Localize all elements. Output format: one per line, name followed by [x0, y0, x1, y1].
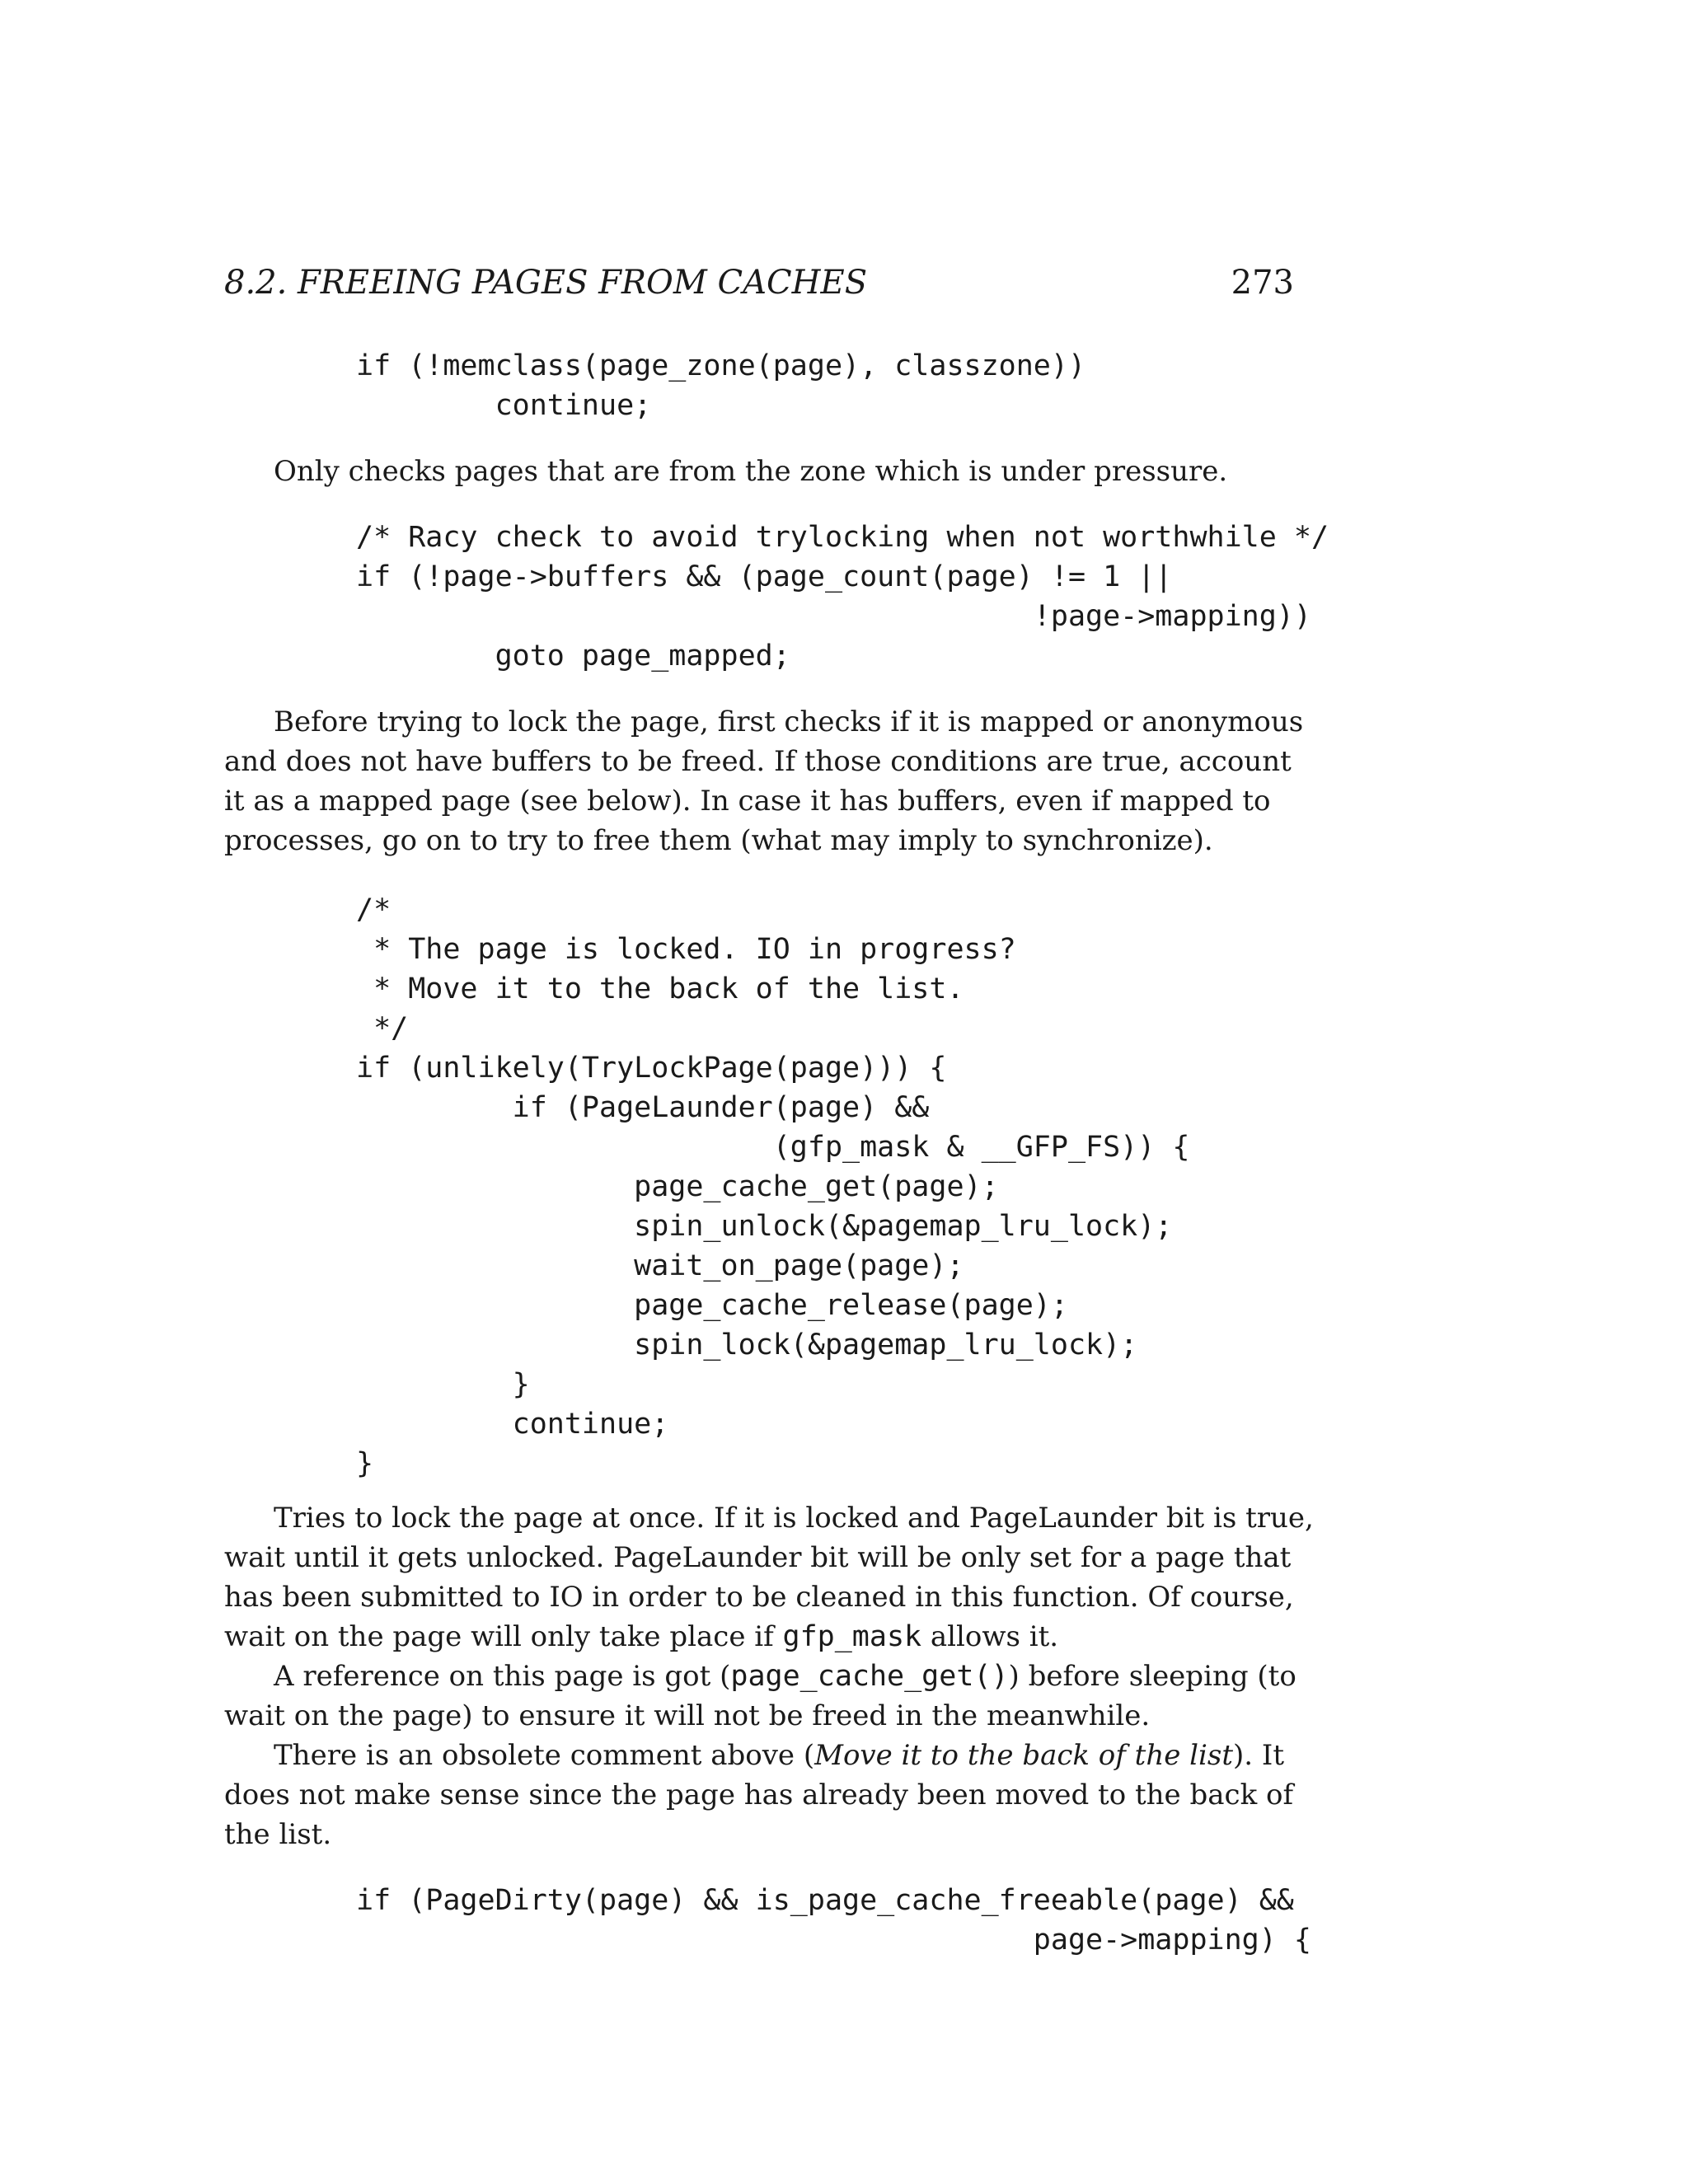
text-run: A reference on this page is got ( — [274, 1660, 731, 1693]
text-run: ). It — [1233, 1739, 1285, 1772]
code-line: /* Racy check to avoid trylocking when not worthwhile */ — [356, 521, 1329, 554]
code-line: page_cache_get(page); — [356, 1170, 999, 1203]
running-head — [224, 258, 1294, 307]
page-number: 273 — [1231, 264, 1294, 302]
code-line: continue; — [356, 389, 652, 422]
code-line: if (PageDirty(page) && is_page_cache_freeable(page) && — [356, 1884, 1294, 1917]
paragraph-line — [224, 1617, 1294, 1657]
code-line: !page->mapping)) — [356, 600, 1311, 633]
paragraph-line: the list. — [224, 1818, 332, 1851]
code-line: spin_unlock(&pagemap_lru_lock); — [356, 1210, 1173, 1243]
code-line: */ — [356, 1012, 409, 1045]
paragraph-line: wait until it gets unlocked. PageLaunder bit will be only set for a page that — [224, 1541, 1292, 1574]
paragraph-line: and does not have buffers to be freed. If those conditions are true, account — [224, 745, 1292, 778]
paragraph-line — [274, 1736, 1294, 1775]
code-line: if (!memclass(page_zone(page), classzone)) — [356, 349, 1086, 382]
paragraph-line: Before trying to lock the page, first checks if it is mapped or anonymous — [274, 705, 1304, 738]
inline-code: gfp_mask — [782, 1620, 922, 1653]
code-line: if (PageLaunder(page) && — [356, 1091, 930, 1124]
code-line: goto page_mapped; — [356, 640, 790, 673]
code-line: /* — [356, 893, 392, 926]
code-line: * The page is locked. IO in progress? — [356, 933, 1016, 966]
code-line: spin_lock(&pagemap_lru_lock); — [356, 1329, 1138, 1361]
code-line: continue; — [356, 1408, 669, 1441]
code-line: if (!page->buffers && (page_count(page) != 1 || — [356, 560, 1173, 593]
paragraph-line: wait on the page) to ensure it will not be freed in the meanwhile. — [224, 1699, 1151, 1732]
section-title: 8.2. FREEING PAGES FROM CACHES — [224, 264, 868, 302]
paragraph-line: Only checks pages that are from the zone which is under pressure. — [274, 455, 1228, 488]
code-line: * Move it to the back of the list. — [356, 972, 964, 1005]
inline-code: page_cache_get() — [730, 1660, 1009, 1693]
text-run: wait on the page will only take place if — [224, 1620, 783, 1653]
code-line: page_cache_release(page); — [356, 1289, 1068, 1322]
paragraph-line: it as a mapped page (see below). In case it has buffers, even if mapped to — [224, 785, 1271, 818]
paragraph-line: does not make sense since the page has already been moved to the back of — [224, 1779, 1294, 1811]
paragraph-line — [274, 1657, 1294, 1696]
code-line: page->mapping) { — [356, 1924, 1311, 1957]
paragraph-line: has been submitted to IO in order to be cleaned in this function. Of course, — [224, 1581, 1294, 1614]
paragraph-line: Tries to lock the page at once. If it is locked and PageLaunder bit is true, — [274, 1502, 1314, 1535]
paragraph-line: processes, go on to try to free them (what may imply to synchronize). — [224, 824, 1213, 857]
text-run: There is an obsolete comment above ( — [274, 1739, 815, 1772]
code-line: if (unlikely(TryLockPage(page))) { — [356, 1052, 947, 1085]
code-line: (gfp_mask & __GFP_FS)) { — [356, 1131, 1190, 1164]
code-line: wait_on_page(page); — [356, 1249, 964, 1282]
text-run: allows it. — [921, 1620, 1059, 1653]
italic-quote: Move it to the back of the list — [814, 1739, 1234, 1772]
text-run: ) before sleeping (to — [1008, 1660, 1296, 1693]
code-line: } — [356, 1447, 374, 1480]
code-line: } — [356, 1368, 530, 1401]
